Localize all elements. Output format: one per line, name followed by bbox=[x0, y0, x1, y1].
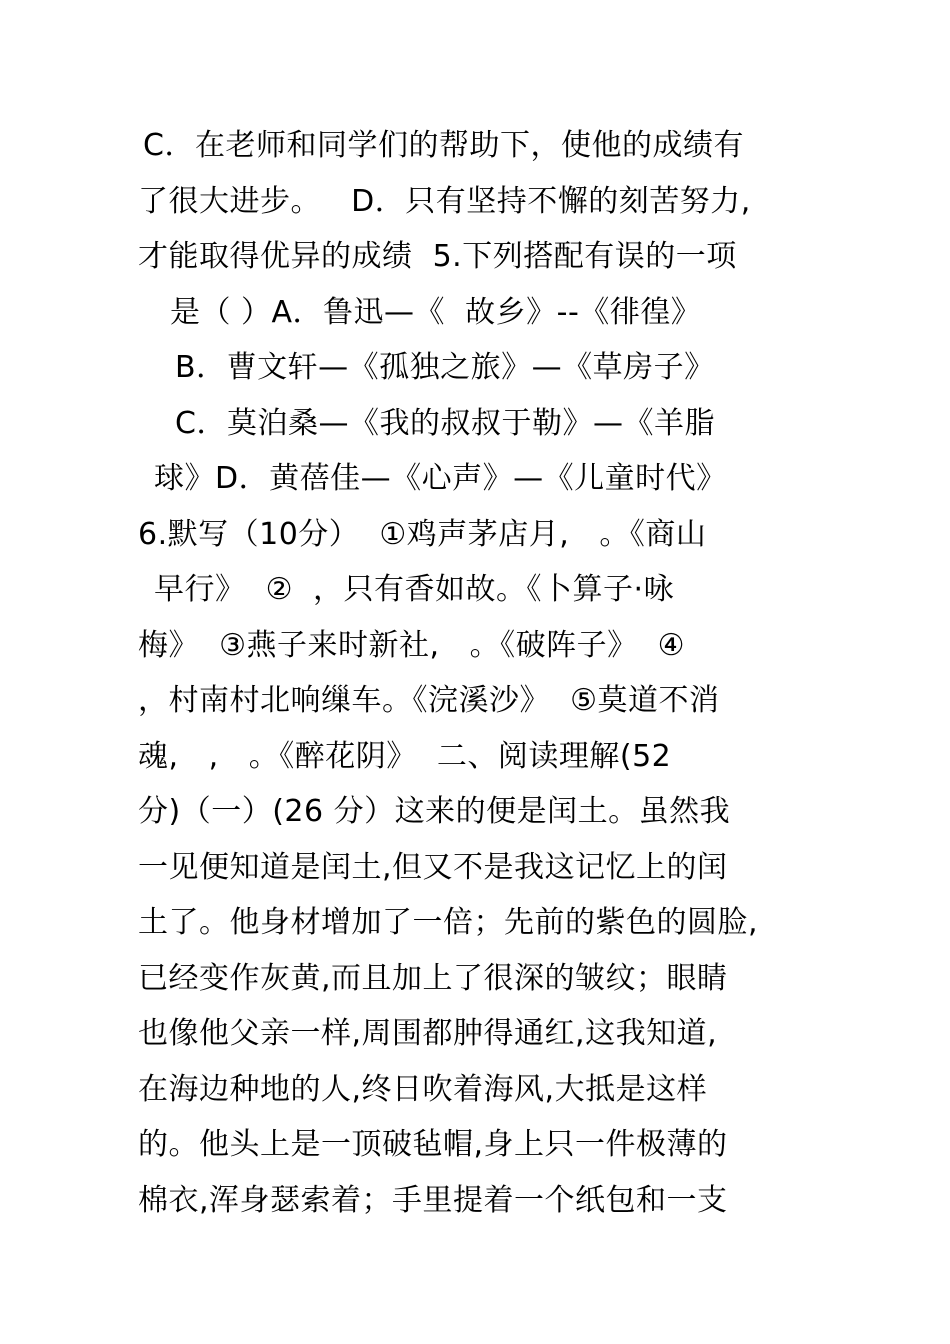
text-line-8: 6.默写（10分） ①鸡声茅店月, 。《商山 bbox=[138, 517, 707, 552]
text-line-9: 早行》 ② ，只有香如故。《卜算子·咏 bbox=[154, 572, 675, 607]
text-line-14: 一见便知道是闰土,但又不是我这记忆上的闰 bbox=[138, 850, 728, 885]
text-line-16: 已经变作灰黄,而且加上了很深的皱纹；眼睛 bbox=[138, 961, 728, 996]
text-line-15: 土了。他身材增加了一倍；先前的紫色的圆脸, bbox=[138, 905, 759, 940]
text-line-18: 在海边种地的人,终日吹着海风,大抵是这样 bbox=[138, 1072, 708, 1107]
text-line-12: 魂, , 。《醉花阴》 二、阅读理解(52 bbox=[138, 739, 672, 774]
text-line-11: ，村南村北响缫车。《浣溪沙》 ⑤莫道不消 bbox=[138, 683, 720, 718]
text-line-13: 分)（一）(26 分）这来的便是闰土。虽然我 bbox=[138, 794, 731, 829]
text-line-4: 是（ ）A．鲁迅—《 故乡》--《徘徨》 bbox=[170, 295, 702, 330]
text-line-10: 梅》 ③燕子来时新社, 。《破阵子》 ④ bbox=[138, 628, 686, 663]
text-line-5: B．曹文轩—《孤独之旅》—《草房子》 bbox=[175, 350, 715, 385]
text-line-17: 也像他父亲一样,周围都肿得通红,这我知道, bbox=[138, 1016, 718, 1051]
text-line-20: 棉衣,浑身瑟索着；手里提着一个纸包和一支 bbox=[138, 1183, 728, 1218]
text-line-6: C．莫泊桑—《我的叔叔于勒》—《羊脂 bbox=[175, 406, 715, 441]
text-line-7: 球》D．黄蓓佳—《心声》—《儿童时代》 bbox=[154, 461, 727, 496]
text-line-19: 的。他头上是一顶破毡帽,身上只一件极薄的 bbox=[138, 1127, 728, 1162]
text-line-2: 了很大进步。 D．只有坚持不懈的刻苦努力, bbox=[138, 184, 751, 219]
text-line-1: C．在老师和同学们的帮助下，使他的成绩有 bbox=[143, 128, 744, 163]
text-line-3: 才能取得优异的成绩 5.下列搭配有误的一项 bbox=[138, 239, 737, 274]
